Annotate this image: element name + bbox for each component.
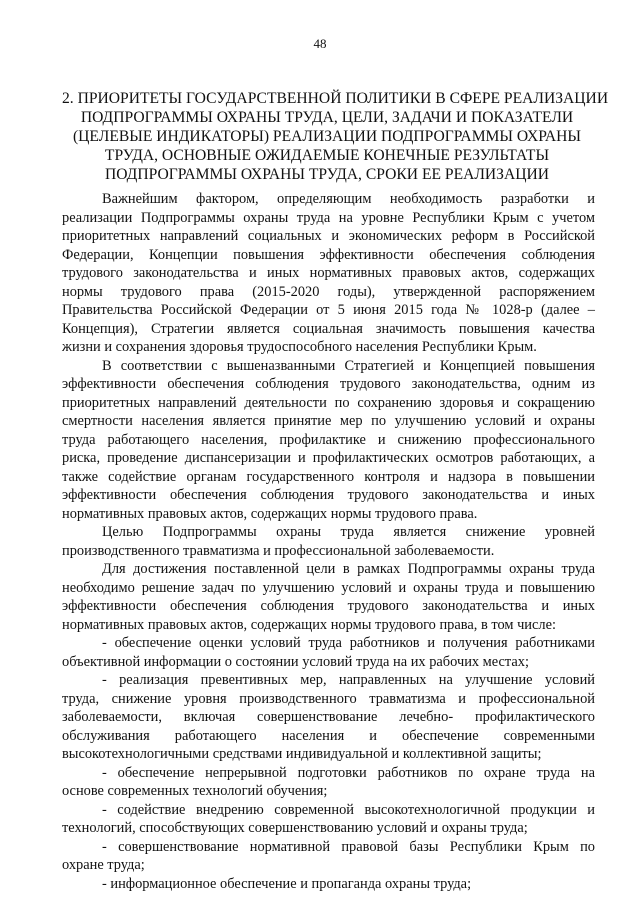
paragraph <box>62 801 595 838</box>
text-line: труда, снижение уровня производственного травматизма и профессиональной <box>62 690 595 707</box>
text-line: приоритетных направлений деятельности по сохранению здоровья и сокращению <box>62 394 595 411</box>
text-line: нормативных правовых актов, содержащих нормы трудового права. <box>62 505 478 522</box>
text-line: охране труда; <box>62 857 145 873</box>
paragraph <box>62 875 595 894</box>
text-line: эффективности обеспечения соблюдения трудового законодательства и иных <box>62 598 595 614</box>
heading-line: (ЦЕЛЕВЫЕ ИНДИКАТОРЫ) РЕАЛИЗАЦИИ ПОДПРОГРАММЫ ОХРАНЫ <box>72 128 582 145</box>
text-line: производственного травматизма и профессиональной заболеваемости. <box>62 542 495 559</box>
text-line: обслуживания работающего населения и обеспечение современными <box>62 727 595 744</box>
heading-line: 2. ПРИОРИТЕТЫ ГОСУДАРСТВЕННОЙ ПОЛИТИКИ В СФЕРЕ РЕАЛИЗАЦИИ <box>62 90 609 107</box>
text-line: жизни и сохранения здоровья трудоспособного населения Республики Крым. <box>62 339 537 355</box>
text-line: Федерации, Концепции повышения эффективности обеспечения соблюдения <box>62 246 595 263</box>
paragraph <box>62 560 595 634</box>
text-line: нормы трудового права (2015-2020 годы), утвержденной распоряжением <box>62 283 595 300</box>
text-line: необходимо решение задач по улучшению условий и охраны труда и повышению <box>62 579 595 596</box>
text-line: риска, проведение диспансеризации и профилактических осмотров работающих, а <box>62 450 595 466</box>
text-line: Для достижения поставленной цели в рамках Подпрограммы охраны труда <box>102 561 595 577</box>
text-line: основе современных технологий обучения; <box>62 783 328 799</box>
text-line: нормативных правовых актов, содержащих нормы трудового права, в том числе: <box>62 616 556 633</box>
text-line: трудового законодательства и иных нормативных правовых актов, содержащих <box>62 265 595 281</box>
text-line: также содействие органам государственного контроля и надзора в повышении <box>62 468 595 485</box>
heading-line: ПОДПРОГРАММЫ ОХРАНЫ ТРУДА, ЦЕЛИ, ЗАДАЧИ И ПОКАЗАТЕЛИ <box>80 109 574 126</box>
text-line: объективной информации о состоянии условий труда на их рабочих местах; <box>62 653 529 670</box>
text-line: Правительства Российской Федерации от 5 июня 2015 года № 1028-р (далее – <box>62 302 595 318</box>
text-line: - реализация превентивных мер, направленных на улучшение условий <box>102 672 595 688</box>
text-line: - обеспечение непрерывной подготовки работников по охране труда на <box>102 764 595 781</box>
paragraph <box>62 357 595 524</box>
text-line: Целью Подпрограммы охраны труда является снижение уровней <box>102 524 595 540</box>
text-line: эффективности обеспечения соблюдения трудового законодательства и иных <box>62 487 595 503</box>
text-line: эффективности обеспечения соблюдения трудового законодательства, одним из <box>62 376 595 392</box>
paragraph <box>62 671 595 764</box>
document-body <box>62 190 595 893</box>
text-line: - совершенствование нормативной правовой базы Республики Крым по <box>102 838 595 855</box>
text-line: Важнейшим фактором, определяющим необходимость разработки и <box>102 191 595 207</box>
page-number: 48 <box>313 36 327 51</box>
text-line: - обеспечение оценки условий труда работников и получения работниками <box>102 635 595 651</box>
text-line: Концепция), Стратегии является социальная значимость повышения качества <box>62 320 595 337</box>
paragraph <box>62 523 595 560</box>
heading-line: ТРУДА, ОСНОВНЫЕ ОЖИДАЕМЫЕ КОНЕЧНЫЕ РЕЗУЛЬТАТЫ <box>104 147 550 164</box>
paragraph <box>62 190 595 357</box>
text-line: технологий, способствующих совершенствованию условий и охраны труда; <box>62 820 528 836</box>
paragraph <box>62 764 595 801</box>
text-line: реализации Подпрограммы охраны труда на уровне Республики Крым с учетом <box>62 209 595 226</box>
text-line: труда работающего населения, профилактике и снижению профессионального <box>62 431 595 448</box>
paragraph <box>62 838 595 875</box>
text-line: высокотехнологичными средствами индивидуальной и коллективной защиты; <box>62 746 542 762</box>
text-line: - информационное обеспечение и пропаганда охраны труда; <box>102 875 472 892</box>
text-line: смертности населения является принятие мер по улучшению условий и охраны <box>62 413 595 429</box>
text-line: заболеваемости, включая совершенствование лечебно- профилактического <box>62 709 595 725</box>
text-line: приоритетных направлений социальных и экономических реформ в Российской <box>62 228 595 244</box>
paragraph <box>62 634 595 671</box>
text-line: - содействие внедрению современной высокотехнологичной продукции и <box>102 801 595 818</box>
section-heading <box>62 89 609 184</box>
text-line: В соответствии с вышеназванными Стратегией и Концепцией повышения <box>102 357 595 374</box>
heading-line: ПОДПРОГРАММЫ ОХРАНЫ ТРУДА, СРОКИ ЕЕ РЕАЛИЗАЦИИ <box>104 166 550 183</box>
